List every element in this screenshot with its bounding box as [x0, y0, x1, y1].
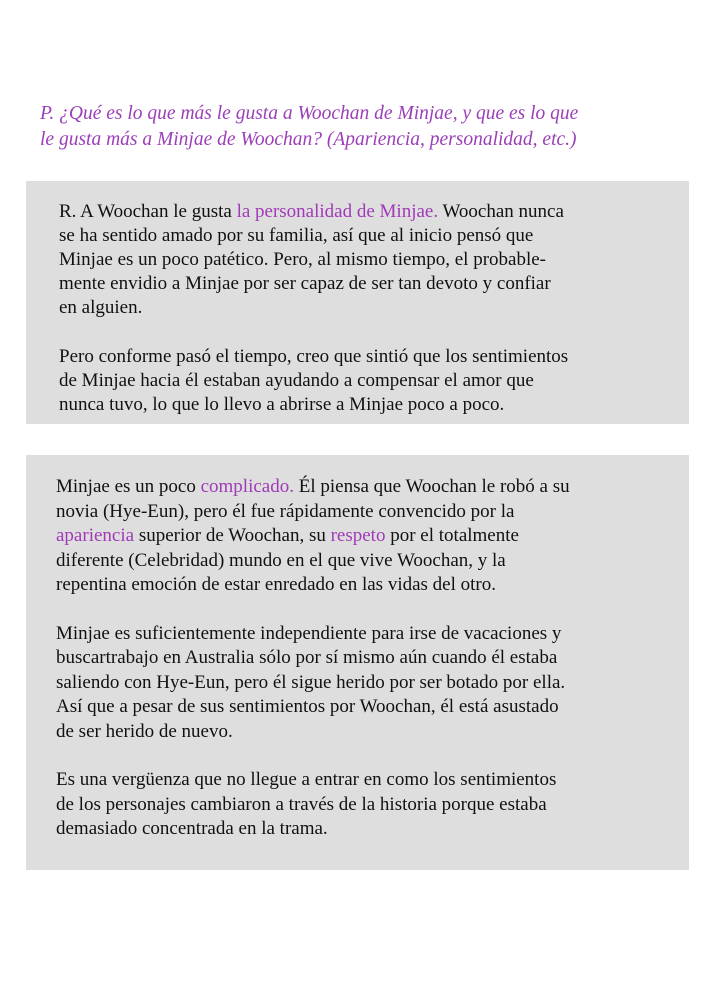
answer-panel-woochan — [26, 181, 689, 424]
answer-text: superior de Woochan, su — [134, 525, 331, 546]
highlight-respect: respeto — [330, 525, 386, 546]
answer-text: diferente (Celebridad) mundo en el que vive Woochan, y la — [56, 549, 506, 571]
question-heading — [40, 101, 700, 153]
answer-text: nunca tuvo, lo que lo llevo a abrirse a Minjae poco a poco. — [59, 394, 505, 415]
answer-paragraph-5 — [56, 768, 689, 842]
paragraph-spacer — [59, 320, 689, 345]
answer-text: de Minjae hacia él estaban ayudando a compensar el amor que — [59, 370, 534, 391]
answer-text: demasiado concentrada en la trama. — [56, 818, 328, 839]
answer-text: de ser herido de nuevo. — [56, 720, 233, 742]
answer-text: Minjae es un poco — [56, 476, 201, 497]
answer-text: Minjae es suficientemente independiente para irse de vacaciones y — [56, 622, 562, 644]
answer-text: de los personajes cambiaron a través de la historia porque estaba — [56, 793, 547, 815]
answer-text: Es una vergüenza que no llegue a entrar en como los sentimientos — [56, 769, 557, 790]
answer-text: buscartrabajo en Australia sólo por sí mismo aún cuando él estaba — [56, 647, 558, 668]
paragraph-spacer — [56, 744, 689, 768]
answer-text: R. A Woochan le gusta — [59, 201, 237, 222]
answer-text: Woochan nunca — [438, 201, 564, 222]
answer-text: en alguien. — [59, 297, 143, 318]
answer-text: Minjae es un poco patético. Pero, al mismo tiempo, el probable- — [59, 249, 547, 270]
answer-paragraph-4 — [56, 622, 689, 745]
answer-text: mente envidio a Minjae por ser capaz de ser tan devoto y confiar — [59, 273, 551, 294]
highlight-appearance: apariencia — [56, 525, 135, 546]
answer-panel-minjae — [26, 455, 689, 870]
question-line-2: le gusta más a Minjae de Woochan? (Apariencia, personalidad, etc.) — [40, 129, 577, 150]
answer-text: repentina emoción de estar enredado en las vidas del otro. — [56, 574, 496, 595]
answer-text: Él piensa que Woochan le robó a su — [293, 476, 570, 497]
answer-text: Así que a pesar de sus sentimientos por Woochan, él está asustado — [56, 696, 559, 717]
answer-paragraph-3 — [56, 475, 689, 598]
answer-text: por el totalmente — [385, 525, 519, 546]
answer-text: se ha sentido amado por su familia, así que al inicio pensó que — [59, 225, 534, 246]
highlight-personality: la personalidad de Minjae. — [236, 201, 439, 222]
highlight-complicated: complicado. — [200, 476, 294, 497]
question-line-1: P. ¿Qué es lo que más le gusta a Woochan de Minjae, y que es lo que — [40, 103, 579, 124]
answer-paragraph-1 — [59, 200, 689, 320]
answer-paragraph-2 — [59, 345, 689, 417]
paragraph-spacer — [56, 598, 689, 622]
answer-text: novia (Hye-Eun), pero él fue rápidamente convencido por la — [56, 500, 515, 522]
answer-text: Pero conforme pasó el tiempo, creo que sintió que los sentimientos — [59, 346, 569, 367]
answer-text: saliendo con Hye-Eun, pero él sigue herido por ser botado por ella. — [56, 671, 566, 693]
